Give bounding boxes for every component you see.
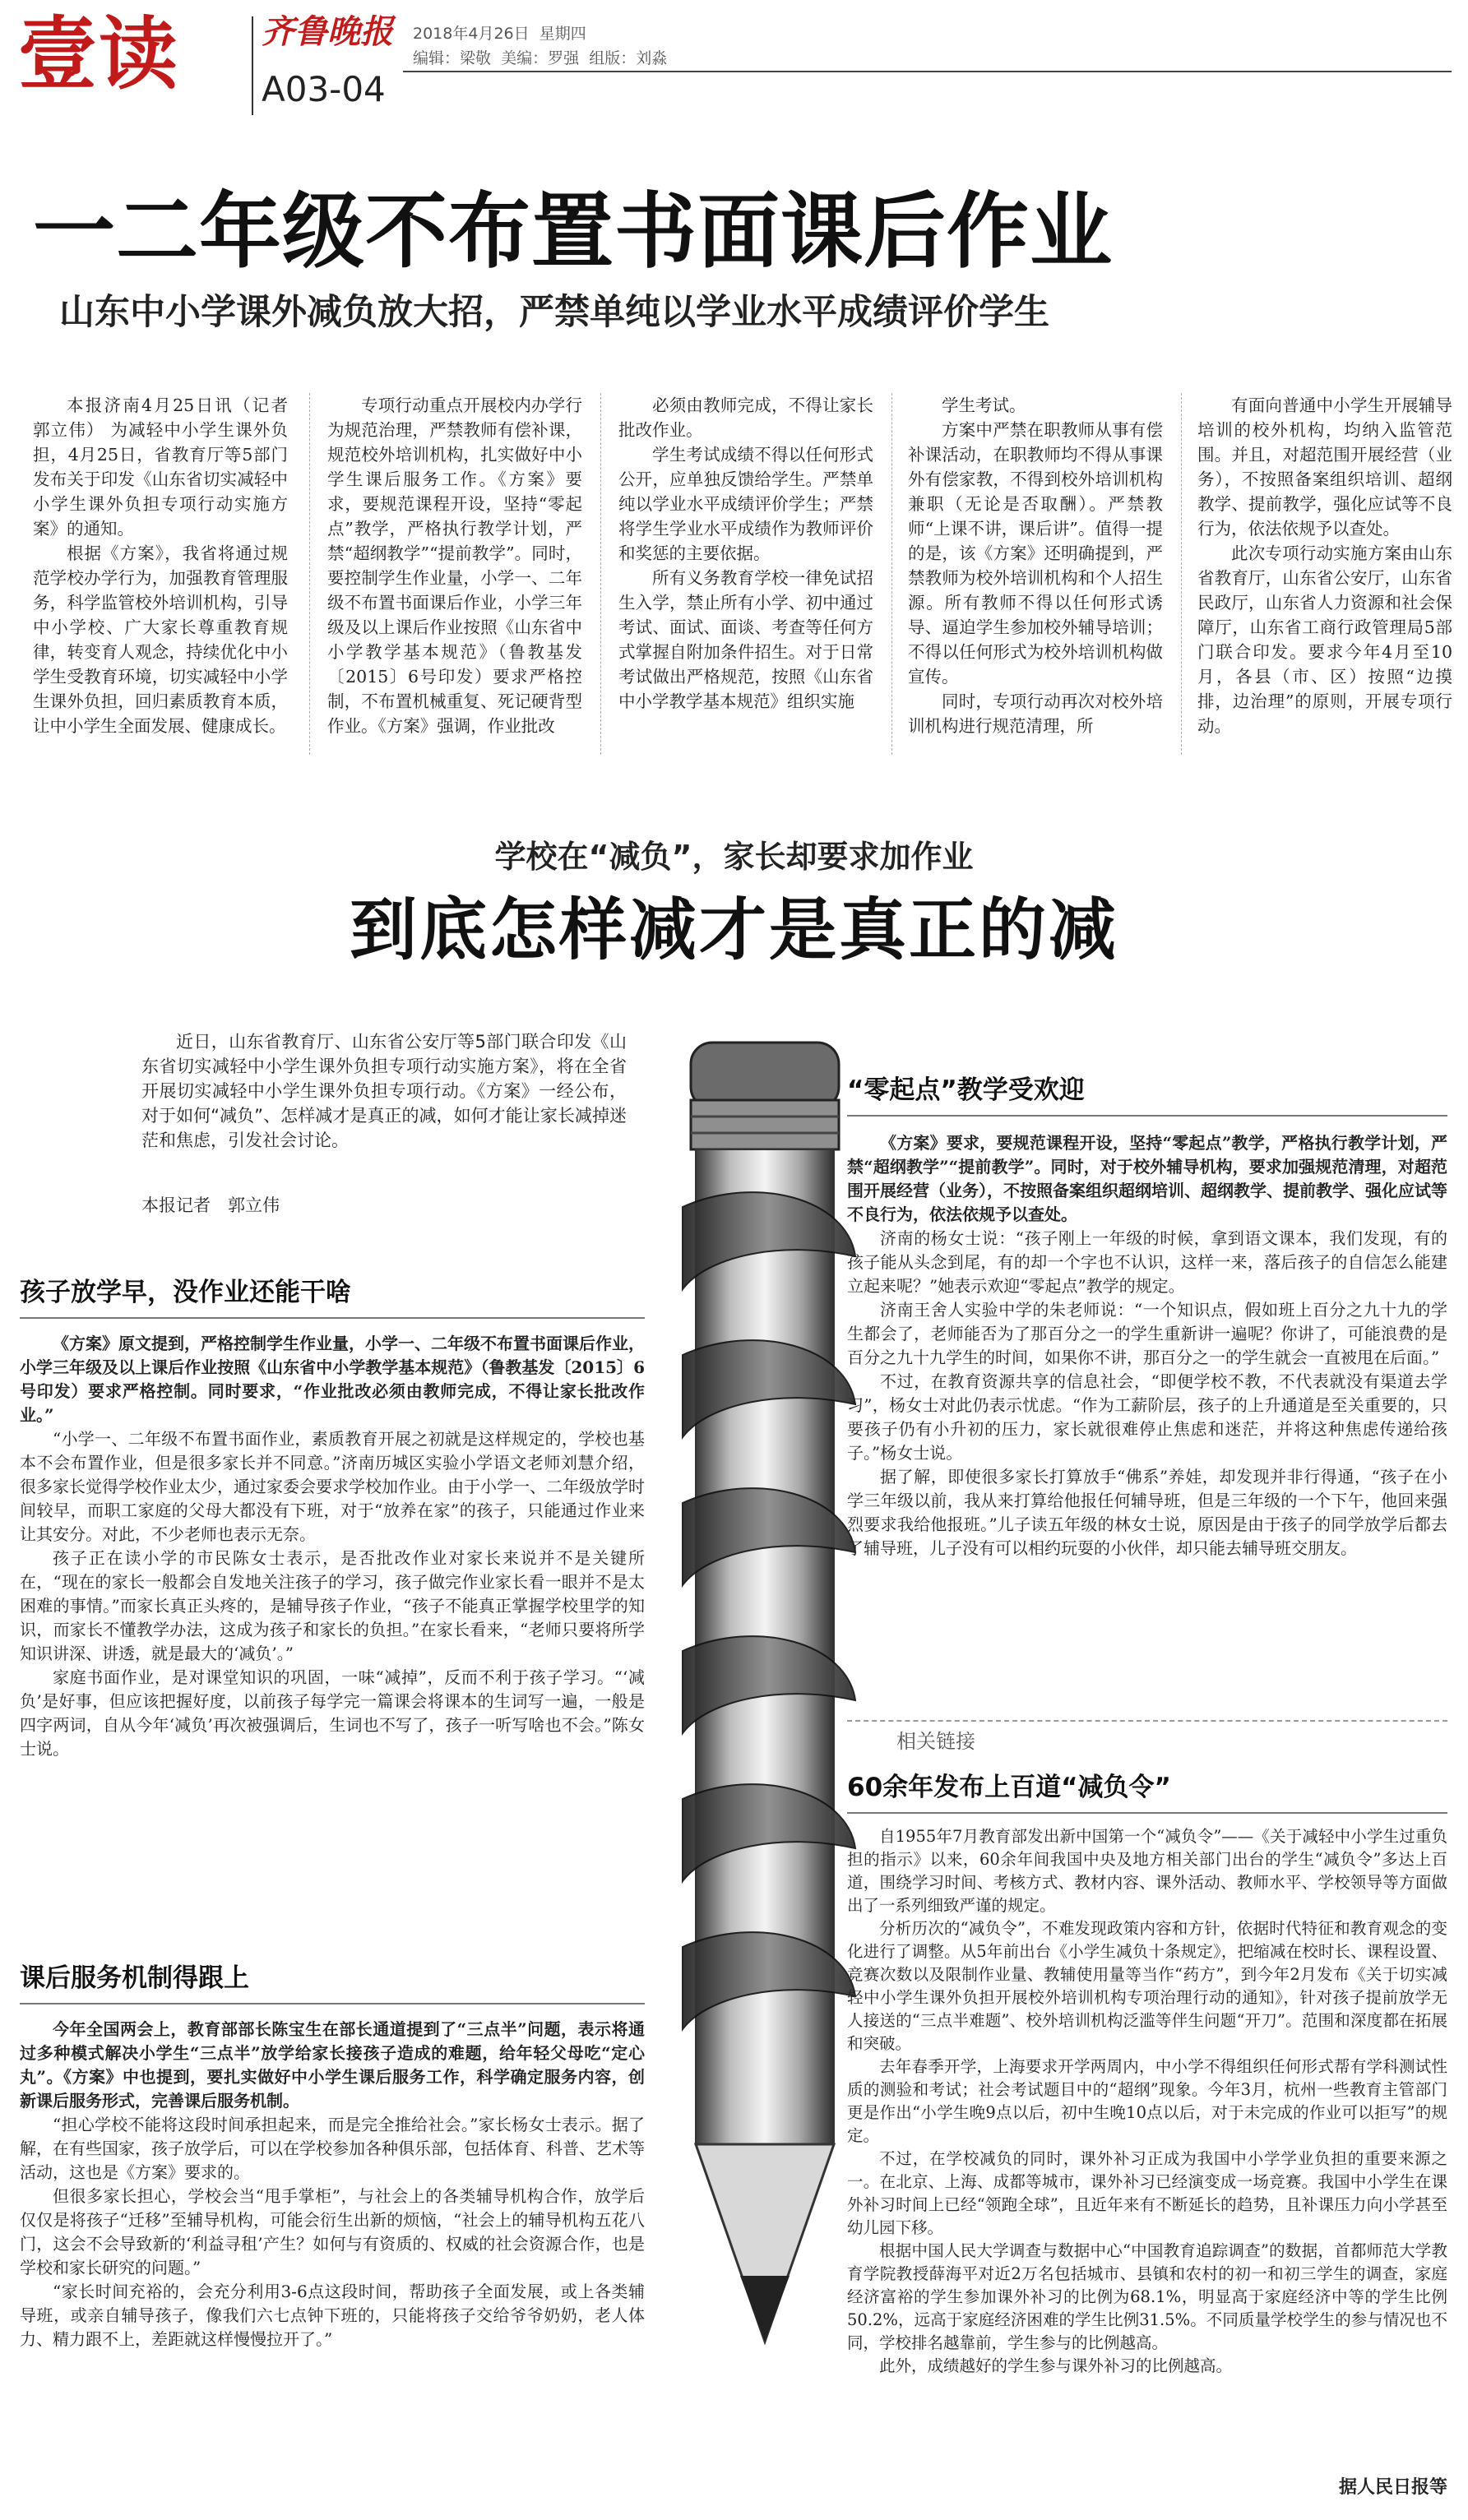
right-section-lead: 《方案》要求，要规范课程开设，坚持“零起点”教学，严格执行教学计划，严禁“超纲教学”“提前教学”。同时，对于校外辅导机构，要求加强规范清理，对超范围开展经营（业务），不按照备案组织超纲培训、超纲教学、提前教学、强化应试等不良行为，依法依规予以查处。 xyxy=(847,1133,1447,1224)
related-heading: 60余年发布上百道“减负令” xyxy=(847,1773,1171,1802)
main-column-5 xyxy=(1197,393,1452,738)
feature-intro: 近日，山东省教育厅、山东省公安厅等5部门联合印发《山东省切实减轻中小学生课外负担专项行动实施方案》，将在全省开展切实减轻中小学生课外负担专项行动。《方案》一经公布，对于如何“减负”、怎样减才是真正的减，如何才能让家长减掉迷茫和焦虑，引发社会讨论。 xyxy=(141,1032,627,1150)
right-section-body xyxy=(847,1131,1447,1561)
related-source: 据人民日报等 xyxy=(1338,2477,1447,2498)
feature-byline: 本报记者 郭立伟 xyxy=(141,1195,280,1215)
section-1-body xyxy=(20,1332,645,1761)
related-label: 相关链接 xyxy=(896,1730,975,1753)
feature-headline: 到底怎样减才是真正的减 xyxy=(349,891,1118,969)
main-column-2 xyxy=(327,393,582,738)
section-rule-1 xyxy=(20,1317,645,1319)
main-subheadline: 山东中小学课外减负放大招，严禁单纯以学业水平成绩评价学生 xyxy=(59,292,1049,333)
pencil-ribbon-illustration xyxy=(658,1010,872,2366)
section-1-p1: “小学一、二年级不布置书面作业，素质教育开展之初就是这样规定的，学校也基本不会布置作业，但是很多家长并不同意。”济南历城区实验小学语文老师刘慧介绍，很多家长觉得学校作业太少，通过家委会要求学校加作业。由于小学一、二年级放学时间较早，而职工家庭的父母大都没有下班，对于“放养在家”的孩子，只能通过作业来让其安分。对此，不少老师也表示无奈。 xyxy=(20,1429,645,1544)
right-section-p4: 据了解，即使很多家长打算放手“佛系”养娃，却发现并非行得通，“孩子在小学三年级以前，我从来打算给他报任何辅导班，但是三年级的一个下午，他回来强烈要求我给他报班。”儿子读五年级的林女士说，原因是由于孩子的同学放学后都去了辅导班，儿子没有可以相约玩耍的小伙伴，却只能去辅导班交朋友。 xyxy=(847,1467,1447,1558)
main-col4-p3: 同时，专项行动再次对校外培训机构进行规范清理，所 xyxy=(908,691,1163,736)
art-editor: 美编：罗强 xyxy=(501,49,580,67)
section-2-p3: “家长时间充裕的，会充分利用3-6点这段时间，帮助孩子全面发展，或上各类辅导班，或亲自辅导孩子，像我们六七点钟下班的，只能将孩子交给爷爷奶奶，老人体力、精力跟不上，差距就这样慢慢拉开了。” xyxy=(20,2282,645,2349)
section-heading-after-school-service: 课后服务机制得跟上 xyxy=(20,1963,249,1993)
section-name: 壹读 xyxy=(18,8,179,100)
main-col-sep-2 xyxy=(600,393,601,755)
main-col1-p2: 根据《方案》，我省将通过规范学校办学行为，加强教育管理服务，科学监管校外培训机构，引导中小学校、广大家长尊重教育规律，转变育人观念，持续优化中小学生受教育环境，切实减轻中小学生课外负担，回归素质教育本质，让中小学生全面发展、健康成长。 xyxy=(33,543,288,736)
related-p6: 此外，成绩越好的学生参与课外补习的比例越高。 xyxy=(879,2356,1233,2375)
header-vline xyxy=(252,16,253,115)
section-heading-zero-start: “零起点”教学受欢迎 xyxy=(847,1075,1085,1105)
related-rule xyxy=(847,1812,1447,1814)
related-p5: 根据中国人民大学调查与数据中心“中国教育追踪调查”的数据，首都师范大学教育学院教授薛海平对近2万名包括城市、县镇和农村的初一和初三学生的调查，家庭经济富裕的学生参加课外补习的比例为68.1%，明显高于家庭经济中等的学生比例50.2%，远高于家庭经济困难的学生比例31.5%。不同质量学校学生的参与情况也不同，学校排名越靠前，学生参与的比例越高。 xyxy=(847,2241,1447,2352)
main-col3-p1: 必须由教师完成，不得让家长批改作业。 xyxy=(618,395,873,440)
related-divider xyxy=(847,1720,1447,1722)
main-col1-p1: 本报济南4月25日讯（记者 郭立伟） 为减轻中小学生课外负担，4月25日，省教育厅等5部门发布关于印发《山东省切实减轻中小学生课外负担专项行动实施方案》的通知。 xyxy=(33,395,288,539)
related-p4: 不过，在学校减负的同时，课外补习正成为我国中小学学业负担的重要来源之一。在北京、上海、成都等城市，课外补习已经演变成一场竞赛。我国中小学生在课外补习时间上已经“领跑全球”，且近年来有不断延长的趋势，且补课压力向小学甚至幼儿园下移。 xyxy=(847,2149,1447,2237)
header-meta-date xyxy=(413,21,586,44)
right-section-p1: 济南的杨女士说：“孩子刚上一年级的时候，拿到语文课本，我们发现，有的孩子能从头念到尾，有的却一个字也不认识，这样一来，落后孩子的自信怎么能建立起来呢？”她表示欢迎“零起点”教学的规定。 xyxy=(847,1228,1447,1296)
section-rule-right xyxy=(847,1115,1447,1117)
issue-date: 2018年4月26日 xyxy=(413,25,530,43)
main-column-3 xyxy=(618,393,873,714)
main-column-1 xyxy=(33,393,288,738)
related-p3: 去年春季开学，上海要求开学两周内，中小学不得组织任何形式帮有学科测试性质的测验和考试；社会考试题目中的“超纲”现象。今年3月，杭州一些教育主管部门更是作出“小学生晚9点以后，初中生晚10点以后，对于未完成的作业可以拒写”的规定。 xyxy=(847,2057,1447,2145)
related-p2: 分析历次的“减负令”，不难发现政策内容和方针，依据时代特征和教育观念的变化进行了调整。从5年前出台《小学生减负十条规定》，把缩减在校时长、课程设置、竞赛次数以及限制作业量、教辅使用量等当作“药方”，到今年2月发布《关于切实减轻中小学生课外负担开展校外培训机构专项治理行动的通知》，针对孩子提前放学无人接送的“三点半难题”、校外培训机构泛滥等伴生问题“开刀”。范围和深度都在拓展和突破。 xyxy=(847,1919,1447,2053)
section-2-lead: 今年全国两会上，教育部部长陈宝生在部长通道提到了“三点半”问题，表示将通过多种模式解决小学生“三点半”放学给家长接孩子造成的难题，给年轻父母吃“定心丸”。《方案》中也提到，要扎实做好中小学生课后服务工作，科学确定服务内容，创新课后服务形式，完善课后服务机制。 xyxy=(20,2019,645,2111)
section-rule-2 xyxy=(20,2003,645,2004)
issue-weekday: 星期四 xyxy=(539,25,586,43)
main-col3-p2: 学生考试成绩不得以任何形式公开，应单独反馈给学生。严禁单纯以学业水平成绩评价学生；严禁将学生学业水平成绩作为教师评价和奖惩的主要依据。 xyxy=(618,445,873,563)
section-1-lead: 《方案》原文提到，严格控制学生作业量，小学一、二年级不布置书面课后作业，小学三年级及以上课后作业按照《山东省中小学教学基本规范》（鲁教基发〔2015〕6号印发）要求严格控制。同时要求，“作业批改必须由教师完成，不得让家长批改作业。” xyxy=(20,1334,645,1425)
right-section-p3: 不过，在教育资源共享的信息社会，“即便学校不教，不代表就没有渠道去学习”，杨女士对此仍表示忧虑。“作为工薪阶层，孩子的上升通道是至关重要的，只要孩子仍有小升初的压力，家长就很难停止焦虑和迷茫，并将这种焦虑传递给孩子。”杨女士说。 xyxy=(847,1371,1447,1463)
feature-kicker: 学校在“减负”，家长却要求加作业 xyxy=(494,839,974,875)
main-col-sep-3 xyxy=(891,393,892,755)
right-section-p2: 济南王舍人实验中学的朱老师说：“一个知识点，假如班上百分之九十九的学生都会了，老师能否为了那百分之一的学生重新讲一遍呢？你讲了，可能浪费的是百分之九十九学生的时间，如果你不讲，那百分之一的学生就会一直被甩在后面。” xyxy=(847,1300,1447,1367)
main-col3-p3: 所有义务教育学校一律免试招生入学，禁止所有小学、初中通过考试、面试、面谈、考查等任何方式掌握自附加条件招生。对于日常考试做出严格规范，按照《山东省中小学教学基本规范》组织实施 xyxy=(618,568,873,711)
related-p1: 自1955年7月教育部发出新中国第一个“减负令”——《关于减轻中小学生过重负担的指示》以来，60余年间我国中央及地方相关部门出台的学生“减负令”多达上百道，围绕学习时间、考核方式、教材内容、课外活动、教师水平、学校领导等方面做出了一系列细致严谨的规定。 xyxy=(847,1827,1447,1915)
section-1-p3: 家庭书面作业，是对课堂知识的巩固，一味“减掉”，反而不利于孩子学习。“‘减负’是好事，但应该把握好度，以前孩子每学完一篇课会将课本的生词写一遍，一般是四字两词，自从今年‘减负’再次被强调后，生词也不写了，孩子一听写啥也不会。”陈女士说。 xyxy=(20,1667,645,1759)
header-meta-staff xyxy=(413,46,667,68)
section-heading-no-homework: 孩子放学早，没作业还能干啥 xyxy=(20,1278,351,1307)
section-1-p2: 孩子正在读小学的市民陈女士表示，是否批改作业对家长来说并不是关键所在，“现在的家长一般都会自发地关注孩子的学习，孩子做完作业家长看一眼并不是太困难的事情。”而家长真正头疼的，是辅导孩子作业，“孩子不能真正掌握学校里学的知识，而家长不懂教学办法，这成为孩子和家长的负担。”在家长看来，“老师只要将所学知识讲深、讲透，就是最大的‘减负’。” xyxy=(20,1548,645,1663)
main-col4-p2: 方案中严禁在职教师从事有偿补课活动，在职教师均不得从事课外有偿家教，不得到校外培训机构兼职（无论是否取酬）。严禁教师“上课不讲，课后讲”。值得一提的是，该《方案》还明确提到，严禁教师为校外培训机构和个人招生源。所有教师不得以任何形式诱导、逼迫学生参加校外辅导培训；不得以任何形式为校外培训机构做宣传。 xyxy=(908,420,1163,687)
main-col4-p1: 学生考试。 xyxy=(942,395,1026,415)
main-column-4 xyxy=(908,393,1163,738)
page-code: A03-04 xyxy=(262,69,386,109)
main-col2-p1: 专项行动重点开展校内办学行为规范治理，严禁教师有偿补课，规范校外培训机构，扎实做好中小学生课后服务工作。《方案》要求，要规范课程开设，坚持“零起点”教学，严格执行教学计划，严禁“超纲教学”“提前教学”。同时，要控制学生作业量，小学一、二年级不布置书面课后作业，小学三年级及以上课后作业按照《山东省中小学教学基本规范》（鲁教基发〔2015〕6号印发）要求严格控制，不布置机械重复、死记硬背型作业。《方案》强调，作业批改 xyxy=(327,395,582,736)
related-body xyxy=(847,1825,1447,2378)
main-col5-p2: 此次专项行动实施方案由山东省教育厅，山东省公安厅，山东省民政厅，山东省人力资源和社会保障厅，山东省工商行政管理局5部门联合印发。要求今年4月至10月，各县（市、区）按照“边摸排，边治理”的原则，开展专项行动。 xyxy=(1197,543,1452,736)
main-col-sep-1 xyxy=(309,393,310,755)
section-2-p2: 但很多家长担心，学校会当“甩手掌柜”，与社会上的各类辅导机构合作，放学后仅仅是将孩子“迁移”至辅导机构，可能会衍生出新的烦恼，“社会上的辅导机构五花八门，这会不会导致新的‘利益寻租’产生？如何与有资质的、权威的社会资源合作，也是学校和家长研究的问题。” xyxy=(20,2186,645,2277)
paper-logo: 齐鲁晚报 xyxy=(262,12,393,51)
header-rule xyxy=(403,71,1452,72)
editor: 编辑：梁敬 xyxy=(413,49,492,67)
section-2-body xyxy=(20,2018,645,2351)
main-headline: 一二年级不布置书面课后作业 xyxy=(33,183,1113,280)
main-col-sep-4 xyxy=(1181,393,1182,755)
proofreader: 组版：刘淼 xyxy=(589,49,668,67)
section-2-p1: “担心学校不能将这段时间承担起来，而是完全推给社会。”家长杨女士表示。据了解，在有些国家，孩子放学后，可以在学校参加各种俱乐部，包括体育、科普、艺术等活动，这也是《方案》要求的。 xyxy=(20,2115,645,2182)
main-col5-p1: 有面向普通中小学生开展辅导培训的校外机构，均纳入监管范围。并且，对超范围开展经营（业务），不按照备案组织培训、超纲教学、提前教学，强化应试等不良行为，依法依规予以查处。 xyxy=(1197,395,1452,539)
